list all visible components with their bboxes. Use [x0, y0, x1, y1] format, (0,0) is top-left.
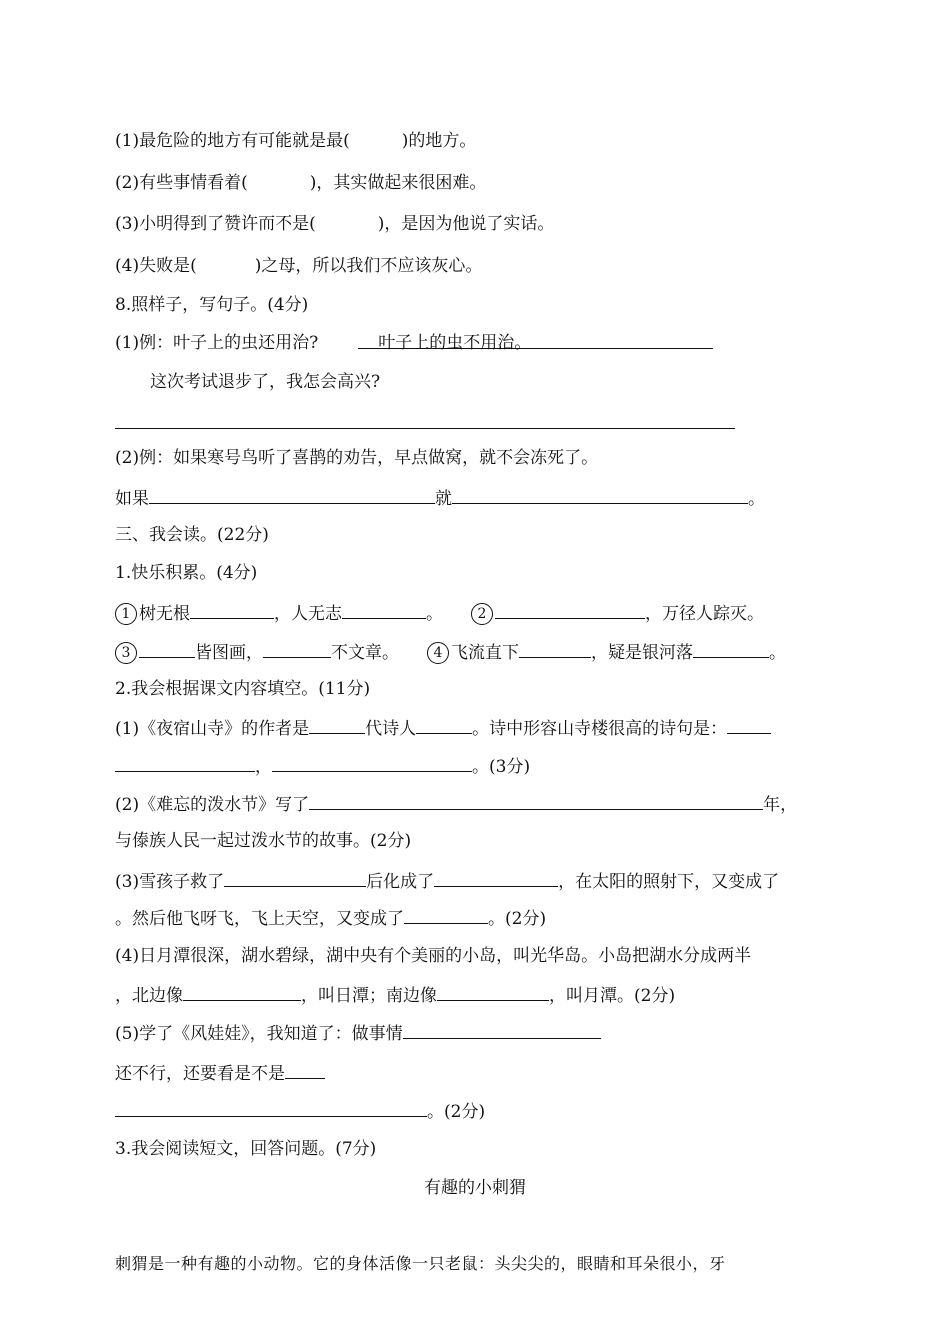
- q3-1-blank-g[interactable]: [693, 639, 769, 658]
- q8-ex2-if: 如果: [115, 489, 149, 509]
- q3-1-blank-c[interactable]: [495, 600, 645, 619]
- q3-2-s4-blank-b[interactable]: [437, 982, 549, 1001]
- q8-ex2-blank-1[interactable]: [149, 485, 435, 504]
- q3-2-s5-cont2: 。(2分): [115, 1098, 485, 1124]
- passage-paragraph-1: 刺猬是一种有趣的小动物。它的身体活像一只老鼠：头尖尖的，眼睛和耳朵很小，牙: [115, 1254, 726, 1273]
- q3-1-blank-d[interactable]: [139, 639, 195, 658]
- q7-item-3-post: )，是因为他说了实话。: [377, 214, 555, 234]
- q3-2-s1-cont: ， 。(3分): [115, 753, 530, 779]
- q3-2-s4: (4)日月潭很深，湖水碧绿，湖中央有个美丽的小岛，叫光华岛。小岛把湖水分成两半: [115, 946, 752, 966]
- q7-item-1-pre: (1)最危险的地方有可能就是最(: [115, 131, 350, 151]
- q3-1-heading: 1.快乐积累。(4分): [115, 563, 258, 583]
- circled-number-4: 4: [427, 642, 449, 664]
- q3-2-s1-blank-b[interactable]: [416, 715, 472, 734]
- passage-title: 有趣的小刺猬: [424, 1178, 526, 1198]
- q3-2-s5: (5)学了《风娃娃》，我知道了：做事情: [115, 1020, 601, 1046]
- q3-2-s4-blank-a[interactable]: [183, 982, 301, 1001]
- q7-item-1-post: )的地方。: [401, 131, 477, 151]
- q3-2-s3-blank-b[interactable]: [434, 868, 558, 887]
- q3-2-s3-blank-a[interactable]: [224, 868, 366, 887]
- q3-2-s4-cont: ，北边像 ，叫日潭；南边像 ，叫月潭。(2分): [115, 982, 675, 1008]
- q3-1-blank-a[interactable]: [190, 600, 274, 619]
- q3-2-s2-cont: 与傣族人民一起过泼水节的故事。(2分): [115, 831, 412, 851]
- q3-2-s3: (3)雪孩子救了 后化成了 ，在太阳的照射下，又变成了: [115, 868, 779, 894]
- q3-2-s2-blank[interactable]: [309, 791, 763, 810]
- q7-item-4-post: )之母，所以我们不应该灰心。: [254, 256, 483, 276]
- q3-2-s1-blank-e[interactable]: [272, 753, 472, 772]
- circled-number-2: 2: [471, 603, 493, 625]
- q8-ex1-answer: 叶子上的虫不用治。: [358, 331, 713, 349]
- q7-item-2-pre: (2)有些事情看着(: [115, 173, 248, 193]
- q8-ex1-task: 这次考试退步了，我怎会高兴?: [150, 372, 381, 392]
- circled-number-1: 1: [115, 603, 137, 625]
- q3-2-s5-cont: 还不行，还要看是不是: [115, 1060, 325, 1086]
- q3-1-line-2: 3 皆图画， 不文章。 4 飞流直下 ，疑是银河落 。: [115, 639, 786, 665]
- q7-item-3: [115, 212, 554, 236]
- q3-2-heading: 2.我会根据课文内容填空。(11分): [115, 679, 371, 699]
- q8-ex2-fill: 如果 就 。: [115, 485, 765, 511]
- q3-2-s3-cont: 。然后他飞呀飞，飞上天空，又变成了 。(2分): [115, 905, 546, 931]
- q8-heading: 8.照样子，写句子。(4分): [115, 295, 309, 315]
- q3-2-s1-blank-a[interactable]: [309, 715, 365, 734]
- q3-2-s5-blank-a[interactable]: [403, 1020, 601, 1039]
- q3-1-blank-f[interactable]: [519, 639, 591, 658]
- q3-3-heading: 3.我会阅读短文，回答问题。(7分): [115, 1139, 377, 1159]
- q8-ex1-prompt: (1)例：叶子上的虫还用治?: [115, 333, 319, 353]
- q3-1-blank-e[interactable]: [263, 639, 331, 658]
- circled-number-3: 3: [115, 642, 137, 664]
- q3-2-s3-blank-c[interactable]: [404, 905, 488, 924]
- q7-item-3-pre: (3)小明得到了赞许而不是(: [115, 214, 316, 234]
- q3-2-s1-blank-d[interactable]: [115, 753, 255, 772]
- q7-item-2-post: )，其实做起来很困难。: [309, 173, 487, 193]
- q3-2-s1-blank-c[interactable]: [727, 715, 771, 734]
- q7-item-4-pre: (4)失败是(: [115, 256, 197, 276]
- q3-1-line-1: 1 树无根 ，人无志 。 2 ，万径人踪灭。: [115, 600, 764, 626]
- q8-ex2-then: 就: [435, 489, 452, 509]
- q8-ex2-blank-2[interactable]: [452, 485, 748, 504]
- q3-2-s2: (2)《难忘的泼水节》写了 年，: [115, 791, 797, 817]
- q8-ex2-prompt: (2)例：如果寒号鸟听了喜鹊的劝告，早点做窝，就不会冻死了。: [115, 448, 599, 468]
- q3-2-s5-blank-b[interactable]: [285, 1060, 325, 1079]
- part3-heading: 三、我会读。(22分): [115, 525, 269, 545]
- q8-example-1: [115, 331, 713, 355]
- q7-item-1: [115, 129, 476, 153]
- q3-2-s5-blank-c[interactable]: [115, 1098, 427, 1117]
- q7-item-2: [115, 171, 486, 195]
- q7-item-4: [115, 254, 482, 278]
- q8-ex1-answer-line[interactable]: [115, 410, 735, 436]
- q3-2-s1: (1)《夜宿山寺》的作者是 代诗人 。诗中形容山寺楼很高的诗句是：: [115, 715, 771, 741]
- q3-1-blank-b[interactable]: [342, 600, 426, 619]
